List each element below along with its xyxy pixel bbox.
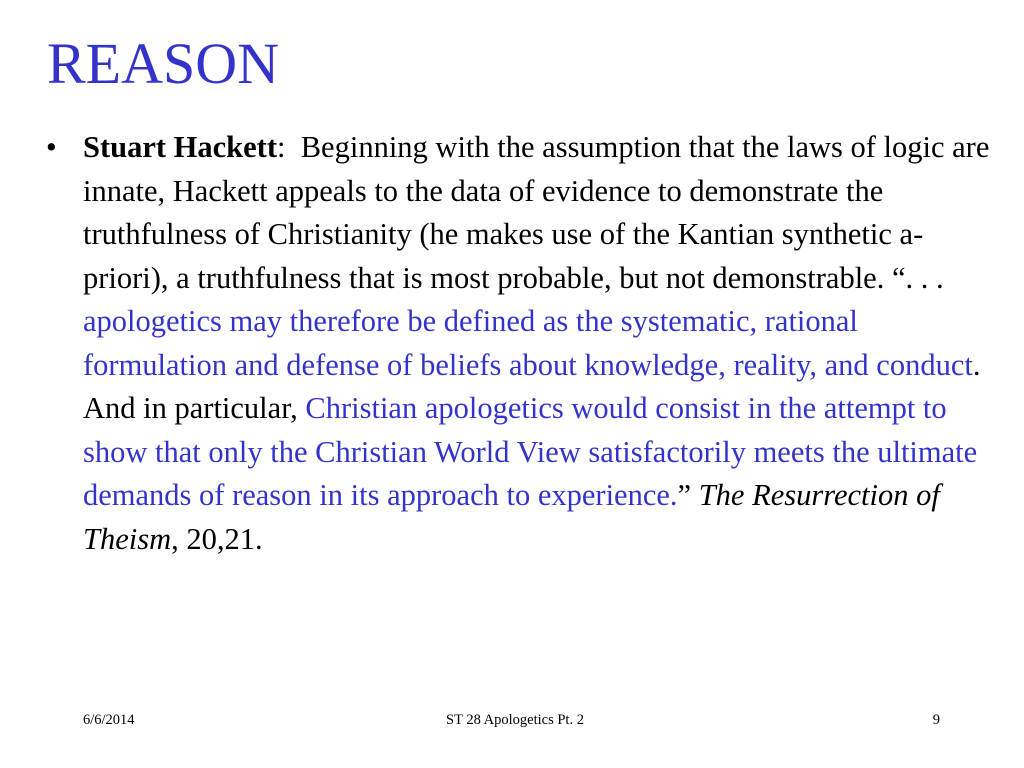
footer-date: 6/6/2014 xyxy=(83,712,135,728)
author-colon: : xyxy=(276,130,286,164)
quote-apologetics-definition: apologetics may therefore be defined as the systematic, rational formulation and defense of beliefs about knowledge, reality, and conduct xyxy=(83,304,973,382)
bullet-item xyxy=(40,126,990,561)
bullet-text xyxy=(83,126,990,561)
body-text-2: . And in particular, xyxy=(83,347,981,425)
author-name: Stuart Hackett xyxy=(83,130,277,164)
body-text-1: Beginning with the assumption that the laws of logic are innate, Hackett appeals to the data of evidence to demonstrate the truthfulness of Christianity (he makes use of the Kantian synthetic a-priori), a truthfulness that is most probable, but not demonstrable. “. . . xyxy=(83,130,990,295)
slide-content xyxy=(40,126,990,561)
footer-page-number: 9 xyxy=(932,712,940,728)
body-text-3: ” xyxy=(677,478,699,512)
quote-christian-apologetics: Christian apologetics would consist in the attempt to show that only the Christian World View satisfactorily meets the ultimate demands of reason in its approach to experience. xyxy=(83,391,978,512)
slide-title: REASON xyxy=(47,31,280,96)
book-title: The Resurrection of Theism xyxy=(83,478,940,556)
citation-pages: , 20,21. xyxy=(171,521,263,556)
footer-course: ST 28 Apologetics Pt. 2 xyxy=(446,712,584,728)
bullet-dot: • xyxy=(46,130,57,164)
